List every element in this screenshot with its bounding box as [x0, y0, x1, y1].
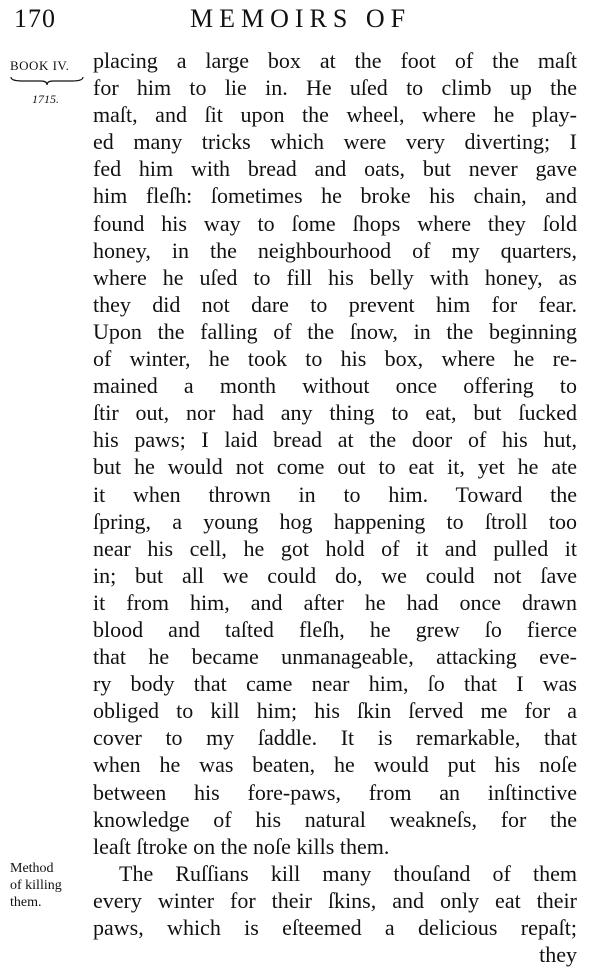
text-line: they: [539, 942, 577, 968]
text-line: cover to my ſaddle. It is remarkable, that: [93, 725, 577, 751]
margin-note-line: of killing: [10, 878, 62, 893]
margin-year: 1715.: [32, 92, 59, 106]
text-line: in; but all we could do, we could not ſave: [93, 562, 577, 588]
text-line: of winter, he took to his box, where he re-: [93, 346, 577, 372]
text-line: mained a month without once offering to: [93, 373, 577, 399]
text-line: placing a large box at the foot of the maſt: [93, 48, 577, 73]
running-head: MEMOIRS OF: [190, 4, 412, 33]
text-line: it from him, and after he had once drawn: [93, 589, 577, 615]
text-line: that he became unmanageable, attacking eve-: [93, 644, 577, 670]
text-line: ſtir out, nor had any thing to eat, but ſucked: [93, 400, 577, 426]
text-line: near his cell, he got hold of it and pulled it: [93, 535, 577, 561]
margin-book-label: BOOK IV.: [10, 58, 70, 73]
text-line: when he was beaten, he would put his noſe: [93, 752, 577, 778]
text-line: ry body that came near him, ſo that I was: [93, 671, 577, 697]
body-text: [93, 47, 577, 968]
margin-brace-icon: [10, 76, 84, 86]
text-line: where he uſed to fill his belly with honey, as: [93, 264, 577, 290]
text-line: him fleſh: ſometimes he broke his chain, and: [93, 183, 577, 209]
text-line: Upon the falling of the ſnow, in the beginning: [93, 318, 577, 344]
text-line: honey, in the neighbourhood of my quarters,: [93, 237, 577, 263]
page-number: 170: [14, 4, 56, 33]
text-line: ſpring, a young hog happening to ſtroll too: [93, 508, 577, 534]
margin-note: [10, 860, 62, 911]
text-line: leaſt ſtroke on the noſe kills them.: [93, 833, 390, 859]
text-line: fed him with bread and oats, but never gave: [93, 156, 577, 182]
text-line: his paws; I laid bread at the door of his hut,: [93, 427, 577, 453]
text-line: but he would not come out to eat it, yet he ate: [93, 454, 577, 480]
margin-note-line: them.: [10, 895, 42, 910]
text-line: they did not dare to prevent him for fear.: [93, 291, 577, 317]
text-line: maſt, and ſit upon the wheel, where he play-: [93, 102, 577, 128]
text-line: The Ruſſians kill many thouſand of them: [119, 860, 577, 886]
text-line: it when thrown in to him. Toward the: [93, 481, 577, 507]
text-line: between his fore-paws, from an inſtinctive: [93, 779, 577, 805]
text-line: ed many tricks which were very diverting; I: [93, 129, 577, 155]
text-line: obliged to kill him; his ſkin ſerved me for a: [93, 698, 577, 724]
margin-note-line: Method: [10, 861, 54, 876]
text-line: every winter for their ſkins, and only eat their: [93, 887, 577, 913]
text-line: for him to lie in. He uſed to climb up the: [93, 75, 577, 101]
text-line: found his way to ſome ſhops where they ſold: [93, 210, 577, 236]
text-line: knowledge of his natural weakneſs, for the: [93, 806, 577, 832]
text-line: blood and taſted fleſh, he grew ſo fierce: [93, 616, 577, 642]
text-line: paws, which is eſteemed a delicious repaſt;: [93, 915, 577, 940]
